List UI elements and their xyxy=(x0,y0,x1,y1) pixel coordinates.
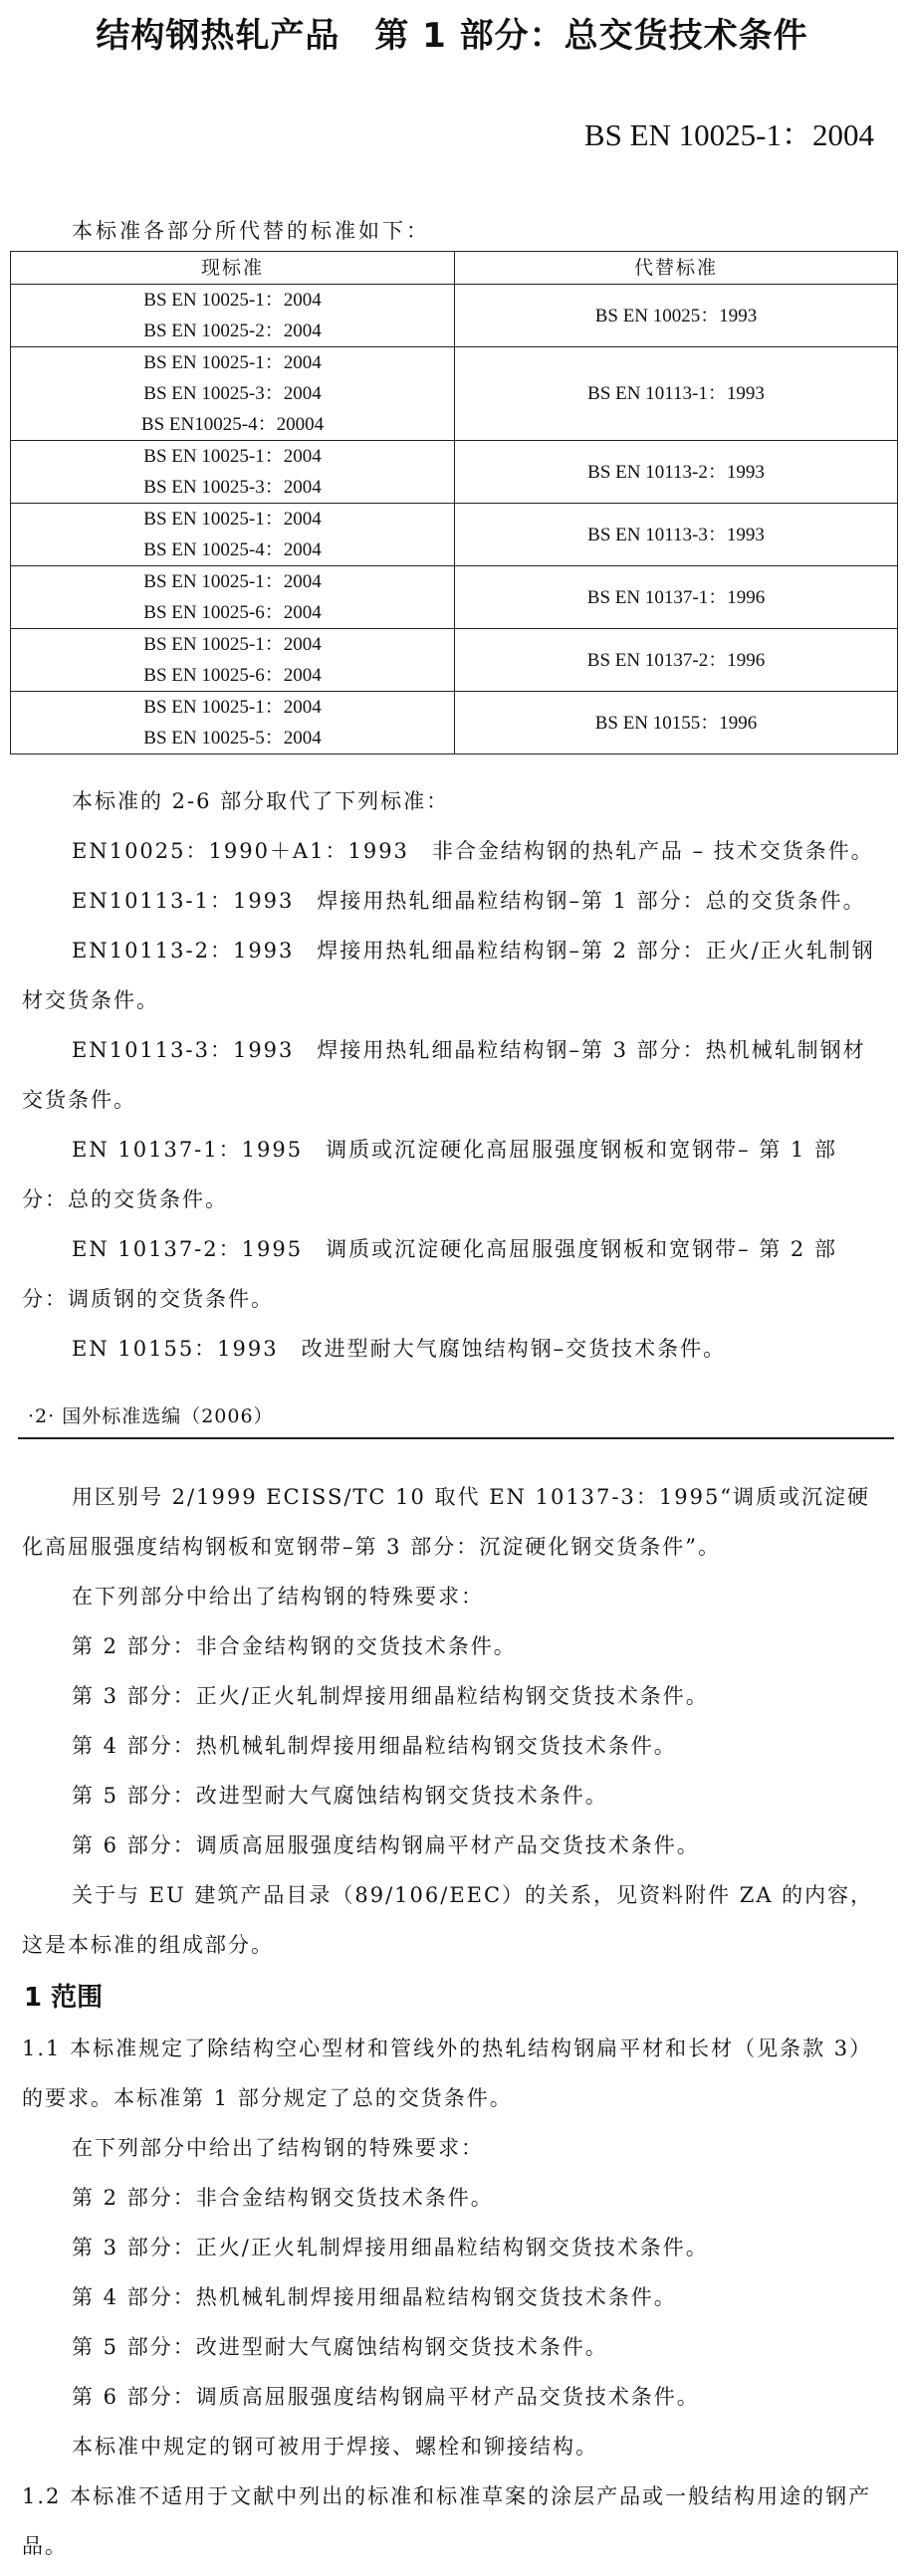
superseded-item: EN10025：1990＋A1：1993 非合金结构钢的热轧产品 – 技术交货条件。 xyxy=(72,839,874,863)
replaced-standard: BS EN 10025：1993 xyxy=(455,285,898,347)
clause-1-1-end: 本标准中规定的钢可被用于焊接、螺栓和铆接结构。 xyxy=(72,2435,598,2459)
part-item: 第 5 部分：改进型耐大气腐蚀结构钢交货技术条件。 xyxy=(72,2335,608,2359)
current-standard: BS EN 10025-1：2004 xyxy=(143,697,322,718)
continued-section xyxy=(22,1472,880,1970)
replaced-standard: BS EN 10155：1996 xyxy=(455,692,898,754)
part-item: 第 3 部分：正火/正火轧制焊接用细晶粒结构钢交货技术条件。 xyxy=(72,1684,709,1708)
superseded-item: EN 10137-2：1995 调质或沉淀硬化高屈服强度钢板和宽钢带– 第 2 部分：调质钢的交货条件。 xyxy=(22,1237,837,1311)
replacement-table xyxy=(10,251,898,754)
part-item: 第 4 部分：热机械轧制焊接用细晶粒结构钢交货技术条件。 xyxy=(72,1734,677,1758)
clause-1-2: 1.2 本标准不适用于文献中列出的标准和标准草案的涂层产品或一般结构用途的钢产品。 xyxy=(22,2484,872,2558)
part-item: 第 2 部分：非合金结构钢的交货技术条件。 xyxy=(72,1634,517,1658)
current-standard: BS EN 10025-5：2004 xyxy=(143,728,322,749)
current-standards-cell xyxy=(11,629,455,692)
table-row xyxy=(11,347,898,441)
page-title: 结构钢热轧产品 第 1 部分：总交货技术条件 xyxy=(96,16,808,56)
table-row xyxy=(11,692,898,754)
part-item: 第 4 部分：热机械轧制焊接用细晶粒结构钢交货技术条件。 xyxy=(72,2285,677,2309)
current-standards-cell xyxy=(11,566,455,629)
current-standard: BS EN 10025-3：2004 xyxy=(143,383,322,404)
current-standard: BS EN 10025-1：2004 xyxy=(143,634,322,655)
scope-section xyxy=(22,2024,880,2571)
parts-lead: 在下列部分中给出了结构钢的特殊要求： xyxy=(72,2136,484,2160)
column-header-current: 现标准 xyxy=(11,252,455,285)
replaced-standard: BS EN 10137-1：1996 xyxy=(455,566,898,629)
standard-number: BS EN 10025-1：2004 xyxy=(583,117,874,152)
current-standards-cell xyxy=(11,347,455,441)
current-standard: BS EN 10025-1：2004 xyxy=(143,446,322,467)
superseded-item: EN10113-3：1993 焊接用热轧细晶粒结构钢–第 3 部分：热机械轧制钢材交货条件。 xyxy=(22,1038,866,1112)
replaced-standard: BS EN 10113-3：1993 xyxy=(455,504,898,566)
replaced-standard: BS EN 10137-2：1996 xyxy=(455,629,898,692)
replacement-note: 用区别号 2/1999 ECISS/TC 10 取代 EN 10137-3：1995“调质或沉淀硬化高屈服强度结构钢板和宽钢带–第 3 部分：沉淀硬化钢交货条件”。 xyxy=(22,1485,871,1559)
current-standard: BS EN 10025-2：2004 xyxy=(143,321,322,341)
current-standard: BS EN 10025-1：2004 xyxy=(143,290,322,311)
part-item: 第 2 部分：非合金结构钢交货技术条件。 xyxy=(72,2186,494,2210)
current-standards-cell xyxy=(11,285,455,347)
clause-1-1: 1.1 本标准规定了除结构空心型材和管线外的热轧结构钢扁平材和长材（见条款 3）的要求。本标准第 1 部分规定了总的交货条件。 xyxy=(22,2037,873,2110)
superseded-item: EN10113-1：1993 焊接用热轧细晶粒结构钢–第 1 部分：总的交货条件。 xyxy=(72,889,866,913)
current-standard: BS EN 10025-6：2004 xyxy=(143,602,322,623)
superseded-item: EN 10137-1：1995 调质或沉淀硬化高屈服强度钢板和宽钢带– 第 1 部分：总的交货条件。 xyxy=(22,1138,837,1211)
table-row xyxy=(11,504,898,566)
table-row xyxy=(11,285,898,347)
section-heading-scope: 1 范围 xyxy=(24,1983,104,2013)
current-standard: BS EN10025-4：20004 xyxy=(140,414,325,435)
part-item: 第 5 部分：改进型耐大气腐蚀结构钢交货技术条件。 xyxy=(72,1784,608,1808)
table-intro: 本标准各部分所代替的标准如下： xyxy=(72,219,430,243)
current-standard: BS EN 10025-6：2004 xyxy=(143,665,322,686)
current-standard: BS EN 10025-1：2004 xyxy=(143,352,322,373)
table-header-row xyxy=(11,252,898,285)
part-item: 第 6 部分：调质高屈服强度结构钢扁平材产品交货技术条件。 xyxy=(72,2385,700,2409)
part-item: 第 3 部分：正火/正火轧制焊接用细晶粒结构钢交货技术条件。 xyxy=(72,2236,709,2259)
replaced-standard: BS EN 10113-1：1993 xyxy=(455,347,898,441)
parts-lead: 在下列部分中给出了结构钢的特殊要求： xyxy=(72,1585,484,1609)
superseded-item: EN10113-2：1993 焊接用热轧细晶粒结构钢–第 2 部分：正火/正火轧制钢材交货条件。 xyxy=(22,939,875,1012)
column-header-replaced: 代替标准 xyxy=(455,252,898,285)
current-standards-cell xyxy=(11,504,455,566)
table-row xyxy=(11,629,898,692)
current-standard: BS EN 10025-1：2004 xyxy=(143,571,322,592)
superseded-section xyxy=(22,776,880,1374)
table-row xyxy=(11,566,898,629)
current-standard: BS EN 10025-1：2004 xyxy=(143,509,322,530)
superseded-lead: 本标准的 2-6 部分取代了下列标准： xyxy=(72,789,450,813)
current-standards-cell xyxy=(11,692,455,754)
current-standard: BS EN 10025-4：2004 xyxy=(143,539,322,560)
footer-divider xyxy=(18,1437,894,1439)
table-row xyxy=(11,441,898,504)
replaced-standard: BS EN 10113-2：1993 xyxy=(455,441,898,504)
eu-relation-note: 关于与 EU 建筑产品目录（89/106/EEC）的关系，见资料附件 ZA 的内容，这是本标准的组成部分。 xyxy=(22,1883,874,1957)
part-item: 第 6 部分：调质高屈服强度结构钢扁平材产品交货技术条件。 xyxy=(72,1833,700,1857)
page-footer: ·2· 国外标准选编（2006） xyxy=(28,1405,274,1427)
superseded-item: EN 10155：1993 改进型耐大气腐蚀结构钢–交货技术条件。 xyxy=(72,1337,727,1361)
current-standards-cell xyxy=(11,441,455,504)
current-standard: BS EN 10025-3：2004 xyxy=(143,477,322,498)
